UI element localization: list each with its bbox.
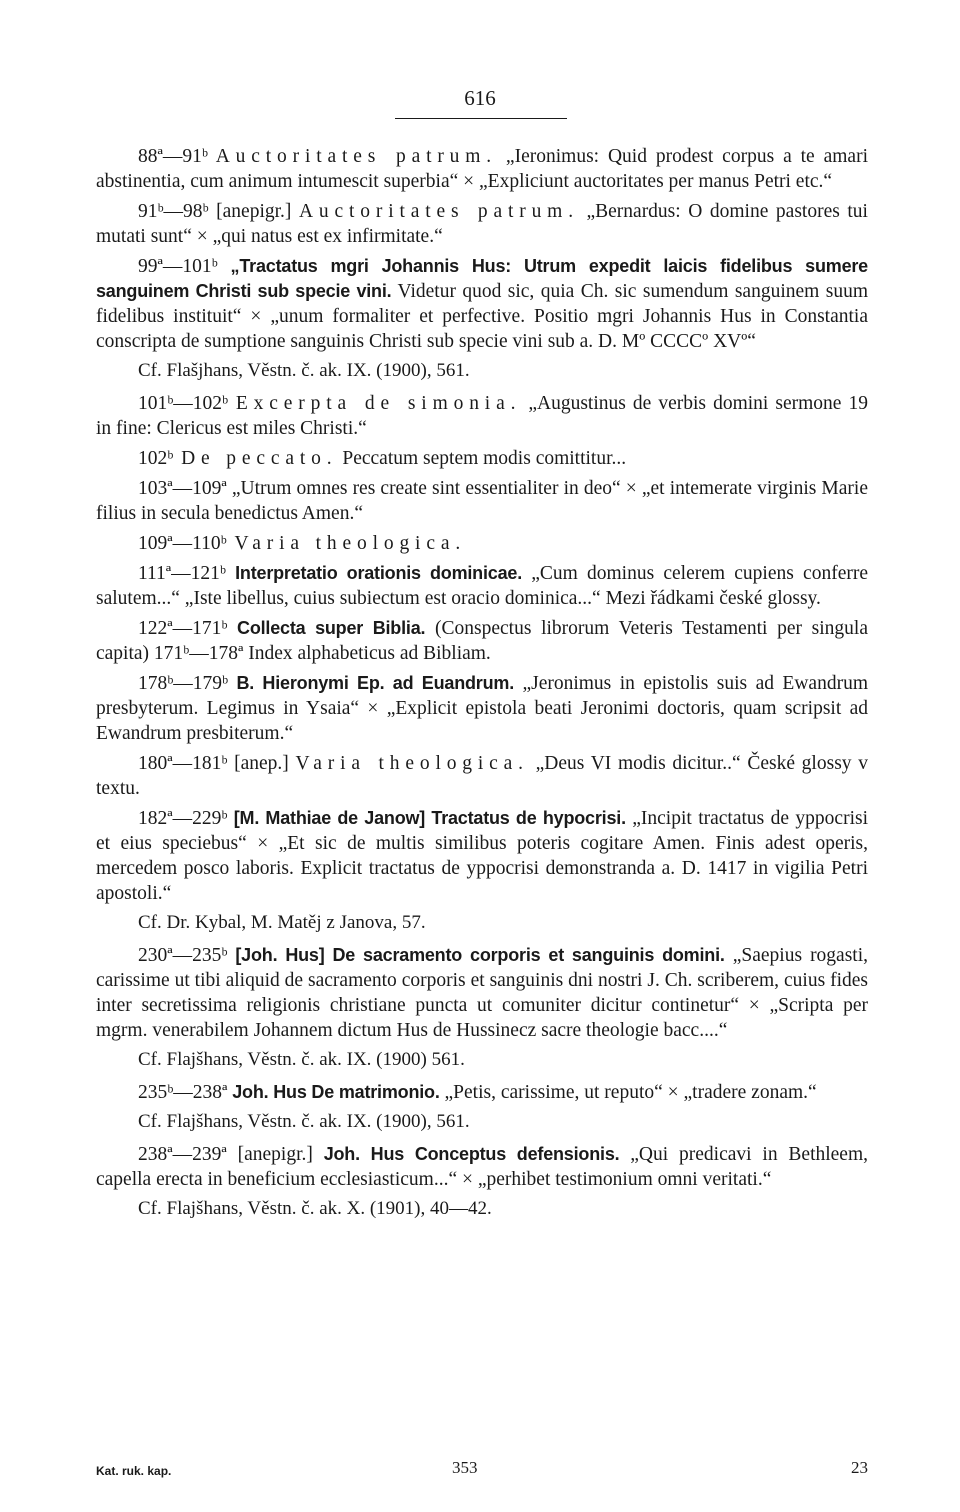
folio-range: 99ª—101ᵇ: [138, 256, 218, 277]
entry-heading: Interpretatio orationis dominicae.: [225, 563, 523, 583]
catalog-entry: [96, 616, 868, 666]
folio-range: 182ª—229ᵇ: [138, 808, 228, 829]
folio-range: 178ᵇ—179ᵇ: [138, 673, 229, 694]
entry-text: „Cum dominus celerem cupiens conferre salutem...“ „Iste libellus, cuius subiectum est oracio dominica...“ Mezi řádkami české glossy.: [96, 563, 868, 609]
entry-note: [anepigr.]: [226, 1144, 324, 1165]
entry-text: (Conspectus librorum Veteris Testamenti per singula capita) 171ᵇ—178ª Index alphabeticus ad Bibliam.: [96, 618, 869, 664]
entry-title: Auctoritates patrum.: [215, 146, 498, 167]
entry-title: De peccato.: [181, 448, 338, 469]
catalog-entry: [96, 254, 868, 354]
entry-heading: „Tractatus mgri Johannis Hus: Utrum expedit laicis fidelibus sumere sanguinem Christi sub specie vini.: [96, 256, 868, 301]
folio-range: 122ª—171ᵇ: [138, 618, 228, 639]
catalog-entry: [96, 561, 868, 611]
entry-heading: [M. Mathiae de Janow] Tractatus de hypocrisi.: [227, 808, 626, 828]
entry-text: Peccatum septem modis comittitur...: [337, 448, 627, 469]
catalog-entry: [96, 671, 868, 746]
page-footer: [96, 1458, 868, 1488]
catalog-entry: [96, 531, 868, 556]
folio-range: 235ᵇ—238ª: [138, 1082, 228, 1103]
entry-heading: Collecta super Biblia.: [227, 618, 426, 638]
folio-range: 230ª—235ᵇ: [138, 945, 228, 966]
entry-heading: B. Hieronymi Ep. ad Euandrum.: [228, 673, 514, 693]
catalog-entry: [96, 943, 868, 1043]
catalog-entry: [96, 446, 868, 471]
catalog-entries: [96, 144, 868, 1229]
entry-text: „Qui predicavi in Bethleem, capella erecta in beneficium ecclesiasticum...“ × „perhibet testimonium omni veritati.“: [96, 1144, 869, 1190]
reference-citation: Cf. Flašjhans, Věstn. č. ak. IX. (1900), 561.: [138, 360, 470, 381]
entry-text: Videtur quod sic, quia Ch. sic sumendum sanguinem suum fidelibus instituit“ × „unum formaliter et perfective. Positio mgri Johannis Hus in Constantia conscripta de sumptione sanguinis Christi sub specie vini sub a. D. Mº CCCCº XVº“: [96, 281, 869, 352]
entry-heading: Joh. Hus De matrimonio.: [227, 1082, 440, 1102]
folio-range: 109ª—110ᵇ: [138, 533, 227, 554]
folio-range: 238ª—239ª: [138, 1144, 227, 1165]
entry-title: Auctoritates patrum.: [298, 201, 579, 222]
footer-folio: 353: [452, 1458, 478, 1477]
entry-heading: [Joh. Hus] De sacramento corporis et sanguinis domini.: [227, 945, 725, 965]
reference-citation: Cf. Flajšhans, Věstn. č. ak. X. (1901), 40—42.: [138, 1198, 492, 1219]
folio-range: 102ᵇ: [138, 448, 174, 469]
catalog-entry: [96, 1080, 868, 1105]
entry-text: „Saepius rogasti, carissime ut tibi aliquid de sacramento corporis et sanguinis dni nostri J. Ch. scriberem, cuius fides inter secretissima religionis christiane puncta ut comuniter dicitur continetur“ × „Scripta per mgrm. venerabilem Johannem dictum Hus de Hussinecz sacre theologie bacc....“: [96, 945, 869, 1041]
entry-text: „Augustinus de verbis domini sermone 19 in fine: Clericus est miles Christi.“: [96, 393, 868, 439]
catalog-entry: [96, 199, 868, 249]
entry-text: „Bernardus: O domine pastores tui mutati sunt“ × „qui natus est ex infirmitate.“: [96, 201, 868, 247]
entry-text: „Incipit tractatus de yppocrisi et eius speciebus“ × „Et sic de multis similibus poteris cogitare Amen. Finis adest operis, mercedem posco laboris. Explicit tractatus de yppocrisi demonstranda a. D. 1417 in vigilia Petri apostoli.“: [96, 808, 868, 904]
entry-text: „Jeronimus in epistolis suis ad Ewandrum presbyterum. Legimus in Ysaia“ × „Explicit epistola beati Jeronimi doctoris, quam scripsit ad Ewandrum presbiterum.“: [96, 673, 868, 744]
entry-title: Varia theologica.: [234, 533, 467, 554]
folio-range: 111ª—121ᵇ: [138, 563, 226, 584]
footer-catalog-abbrev: Kat. ruk. kap.: [96, 1464, 172, 1478]
entry-title: Varia theologica.: [295, 753, 529, 774]
entry-text: „Ieronimus: Quid prodest corpus a te amari abstinentia, cum animum intumescit superbia“ × „Expliciunt auctoritates per manus Petri etc.“: [96, 146, 868, 192]
catalog-entry: [96, 806, 868, 906]
folio-range: 88ª—91ᵇ: [138, 146, 208, 167]
entry-text: „Utrum omnes res create sint essentialiter in deo“ × „et intemerate virginis Marie filius in secula benedictus Amen.“: [96, 478, 868, 524]
reference-citation: Cf. Dr. Kybal, M. Matěj z Janova, 57.: [138, 912, 426, 933]
folio-range: 103ª—109ª: [138, 478, 227, 499]
reference-citation: Cf. Flajšhans, Věstn. č. ak. IX. (1900) 561.: [138, 1049, 465, 1070]
folio-range: 101ᵇ—102ᵇ: [138, 393, 229, 414]
entry-text: „Deus VI modis dicitur..“ České glossy v textu.: [96, 753, 868, 799]
folio-range: 180ª—181ᵇ: [138, 753, 228, 774]
catalog-entry: [96, 476, 868, 526]
catalog-entry: [96, 1142, 868, 1192]
catalog-entry: [96, 391, 868, 441]
entry-note: [anepigr.]: [208, 201, 299, 222]
folio-range: 91ᵇ—98ᵇ: [138, 201, 209, 222]
catalog-entry: [96, 144, 868, 194]
entry-heading: Joh. Hus Conceptus defensionis.: [323, 1144, 620, 1164]
footer-signature: 23: [851, 1458, 868, 1477]
page-number: 616: [464, 86, 496, 110]
entry-title: Excerpta de simonia.: [235, 393, 522, 414]
catalog-entry: [96, 751, 868, 801]
entry-text: „Petis, carissime, ut reputo“ × „tradere zonam.“: [439, 1082, 817, 1103]
entry-note: [anep.]: [227, 753, 296, 774]
header-rule: [395, 118, 567, 119]
reference-citation: Cf. Flajšhans, Věstn. č. ak. IX. (1900), 561.: [138, 1111, 470, 1132]
